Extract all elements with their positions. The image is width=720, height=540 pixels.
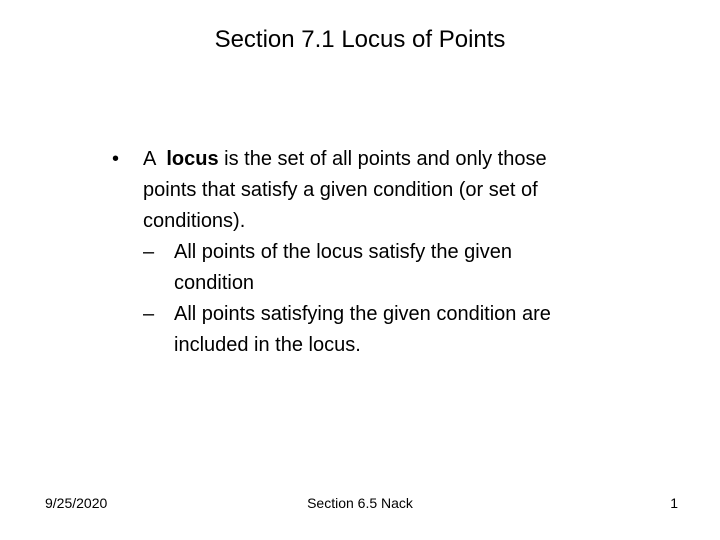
sub-bullet-text: All points of the locus satisfy the given condition (174, 241, 512, 294)
footer-page-number: 1 (670, 495, 678, 511)
bullet-marker: • (112, 148, 120, 170)
bullet-suffix: is the set of all points and only those points that satisfy a given condition (or set of conditions). (143, 148, 547, 232)
bullet-list (112, 144, 592, 361)
sub-bullet-item-2 (112, 299, 592, 361)
footer-date: 9/25/2020 (45, 495, 108, 511)
slide-title: Section 7.1 Locus of Points (214, 26, 506, 53)
bullet-term: locus (166, 148, 219, 170)
bullet-item-locus-definition (112, 144, 592, 237)
sub-bullet-text: All points satisfying the given condition are included in the locus. (174, 303, 551, 356)
bullet-text (143, 148, 547, 232)
bullet-prefix: A (143, 148, 167, 170)
sub-bullet-item-1 (112, 237, 592, 299)
sub-bullet-marker: – (143, 241, 155, 263)
sub-bullet-marker: – (143, 303, 155, 325)
footer-section-label: Section 6.5 Nack (307, 495, 413, 511)
